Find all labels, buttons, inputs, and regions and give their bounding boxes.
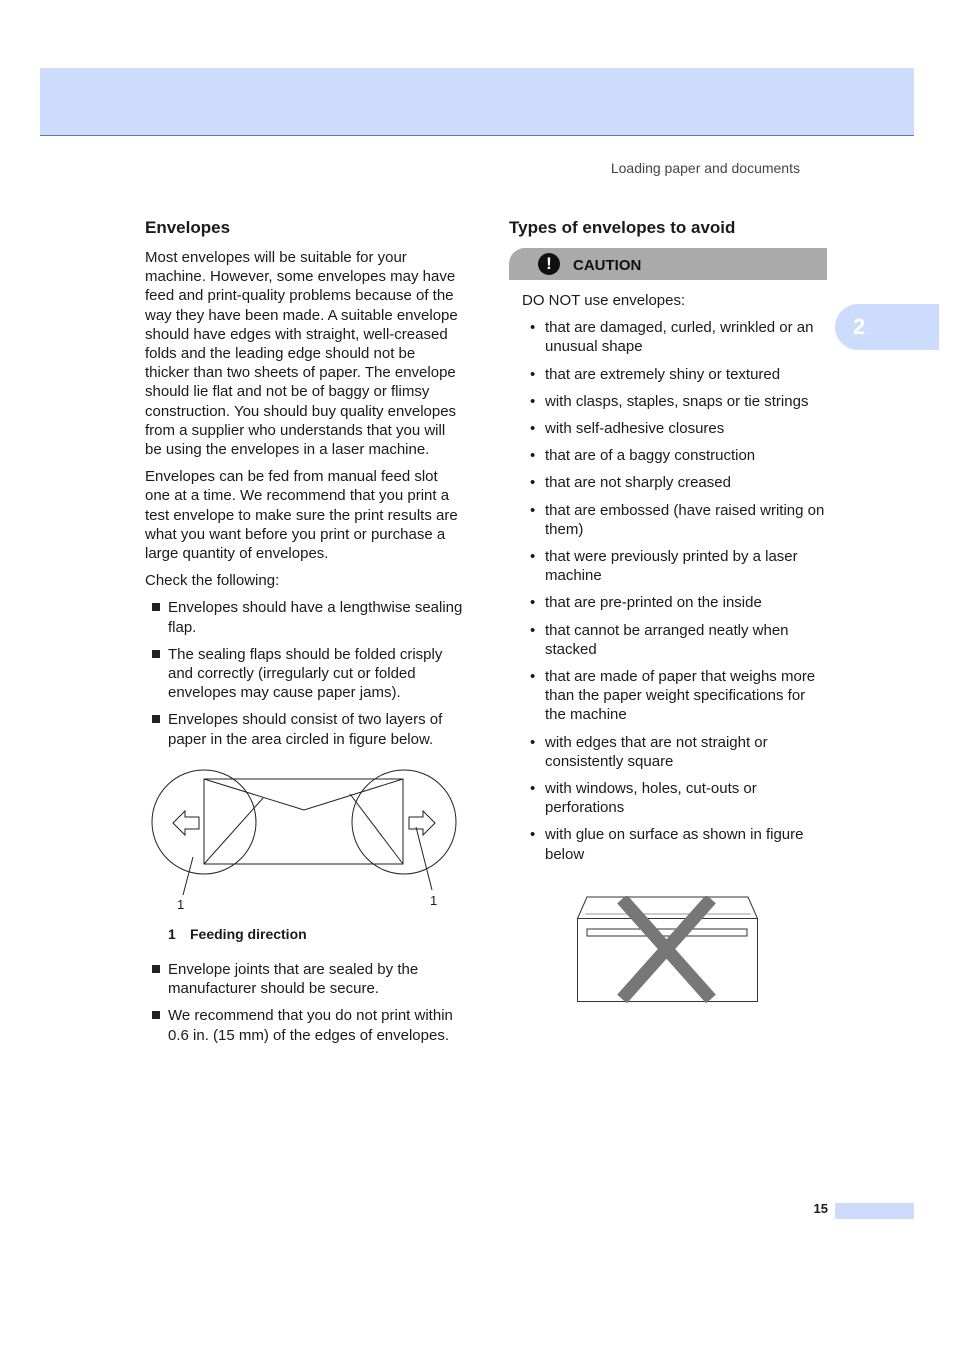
list-item-text: with clasps, staples, snaps or tie strings — [545, 392, 809, 410]
callout-number: 1 — [430, 892, 438, 908]
list-item — [145, 1006, 463, 1044]
check-list — [145, 598, 463, 748]
list-item — [522, 419, 829, 438]
avoid-heading: Types of envelopes to avoid — [509, 218, 736, 237]
list-item-text: that are not sharply creased — [545, 474, 731, 492]
list-item-text: that are damaged, curled, wrinkled or an unusual shape — [545, 319, 814, 356]
dot-bullet-icon: • — [530, 621, 536, 639]
list-item-text: with edges that are not straight or consistently square — [545, 733, 768, 770]
list-item — [522, 593, 829, 612]
caption-text: Feeding direction — [190, 925, 307, 942]
caution-body — [509, 291, 829, 864]
arrow-right-icon — [409, 811, 435, 835]
list-item — [522, 825, 829, 863]
list-item — [522, 733, 829, 771]
right-column — [509, 217, 829, 872]
list-item — [145, 960, 463, 998]
glue-strip — [587, 929, 747, 936]
envelopes-heading: Envelopes — [145, 218, 231, 237]
dot-bullet-icon: • — [530, 420, 536, 438]
dot-bullet-icon: • — [530, 447, 536, 465]
list-item-text: with self-adhesive closures — [545, 420, 725, 438]
dot-bullet-icon: • — [530, 594, 536, 612]
dot-bullet-icon: • — [530, 668, 536, 686]
avoid-list — [522, 318, 829, 864]
list-item — [522, 446, 829, 465]
list-item-text: that are made of paper that weighs more than the paper weight specifications for the machine — [545, 668, 816, 724]
arrow-left-icon — [173, 811, 199, 835]
envelope-feeding-illustration — [145, 767, 463, 917]
dot-bullet-icon: • — [530, 501, 536, 519]
list-item — [522, 547, 829, 585]
list-item — [522, 365, 829, 384]
page-number: 15 — [813, 1201, 828, 1216]
list-item — [522, 779, 829, 817]
list-item — [522, 392, 829, 411]
dot-bullet-icon: • — [530, 365, 536, 383]
square-bullet-icon — [152, 650, 160, 658]
dot-bullet-icon: • — [530, 474, 536, 492]
caution-label: CAUTION — [573, 257, 642, 274]
running-header: Loading paper and documents — [610, 160, 800, 176]
list-item — [522, 318, 829, 356]
list-item — [522, 473, 829, 492]
dot-bullet-icon: • — [530, 826, 536, 844]
list-item — [145, 645, 463, 703]
list-item-text: that are pre-printed on the inside — [545, 594, 762, 612]
square-bullet-icon — [152, 603, 160, 611]
list-item-text: Envelopes should consist of two layers of paper in the area circled in figure below. — [168, 711, 443, 748]
envelope-flap — [204, 779, 403, 810]
top-header-band — [40, 68, 914, 136]
list-item-text: that are extremely shiny or textured — [545, 365, 781, 383]
check-list-continued — [145, 960, 463, 1045]
callout-number: 1 — [177, 896, 185, 912]
glued-envelope-illustration — [577, 896, 759, 1004]
paragraph: Envelopes can be fed from manual feed slot one at a time. We recommend that you print a test envelope to make sure the print results are what you want before you print or purchase a large quantity of envelopes. — [145, 468, 458, 563]
list-item-text: that are of a baggy construction — [545, 447, 756, 465]
list-item-text: that were previously printed by a laser machine — [545, 548, 798, 585]
list-item — [522, 501, 829, 539]
left-column — [145, 217, 463, 1053]
list-item-text: Envelopes should have a lengthwise sealing flap. — [168, 599, 463, 636]
square-bullet-icon — [152, 715, 160, 723]
dot-bullet-icon: • — [530, 319, 536, 337]
dot-bullet-icon: • — [530, 548, 536, 566]
list-item-text: The sealing flaps should be folded crisply and correctly (irregularly cut or folded envelopes may cause paper jams). — [168, 645, 443, 702]
paragraph: Most envelopes will be suitable for your machine. However, some envelopes may have feed and print-quality problems because of the way they have been made. A suitable envelope should have edges with straight, well-creased folds and the leading edge should not be thicker than two sheets of paper. The envelope should lie flat and not be of baggy or flimsy construction. You should buy quality envelopes from a supplier who understands that you will be using the envelopes in a laser machine. — [145, 249, 458, 459]
square-bullet-icon — [152, 1011, 160, 1019]
list-item-text: that cannot be arranged neatly when stacked — [545, 621, 789, 658]
exclamation-icon: ! — [538, 253, 560, 275]
list-item-text: with glue on surface as shown in figure below — [545, 826, 804, 863]
envelope-flap — [578, 897, 758, 919]
list-item — [145, 598, 463, 636]
dot-bullet-icon: • — [530, 733, 536, 751]
dot-bullet-icon: • — [530, 780, 536, 798]
dot-bullet-icon: • — [530, 392, 536, 410]
list-item-text: We recommend that you do not print within 0.6 in. (15 mm) of the edges of envelopes. — [168, 1007, 453, 1044]
list-item — [145, 710, 463, 748]
list-item-text: that are embossed (have raised writing on them) — [545, 501, 825, 538]
glued-envelope-figure — [577, 896, 759, 1009]
footer-band — [835, 1203, 914, 1219]
paragraph: Check the following: — [145, 572, 280, 590]
caption-number: 1 — [168, 925, 176, 942]
list-item — [522, 621, 829, 659]
square-bullet-icon — [152, 965, 160, 973]
caution-bar — [509, 248, 827, 280]
chapter-tab[interactable]: 2 — [835, 304, 939, 350]
list-item — [522, 667, 829, 725]
list-item-text: Envelope joints that are sealed by the manufacturer should be secure. — [168, 961, 419, 998]
envelope-feeding-figure — [145, 767, 463, 917]
envelope-outline — [204, 779, 403, 864]
list-item-text: with windows, holes, cut-outs or perforations — [545, 780, 757, 817]
caution-intro: DO NOT use envelopes: — [522, 292, 686, 309]
figure-caption — [168, 925, 463, 944]
right-circle — [352, 770, 456, 874]
